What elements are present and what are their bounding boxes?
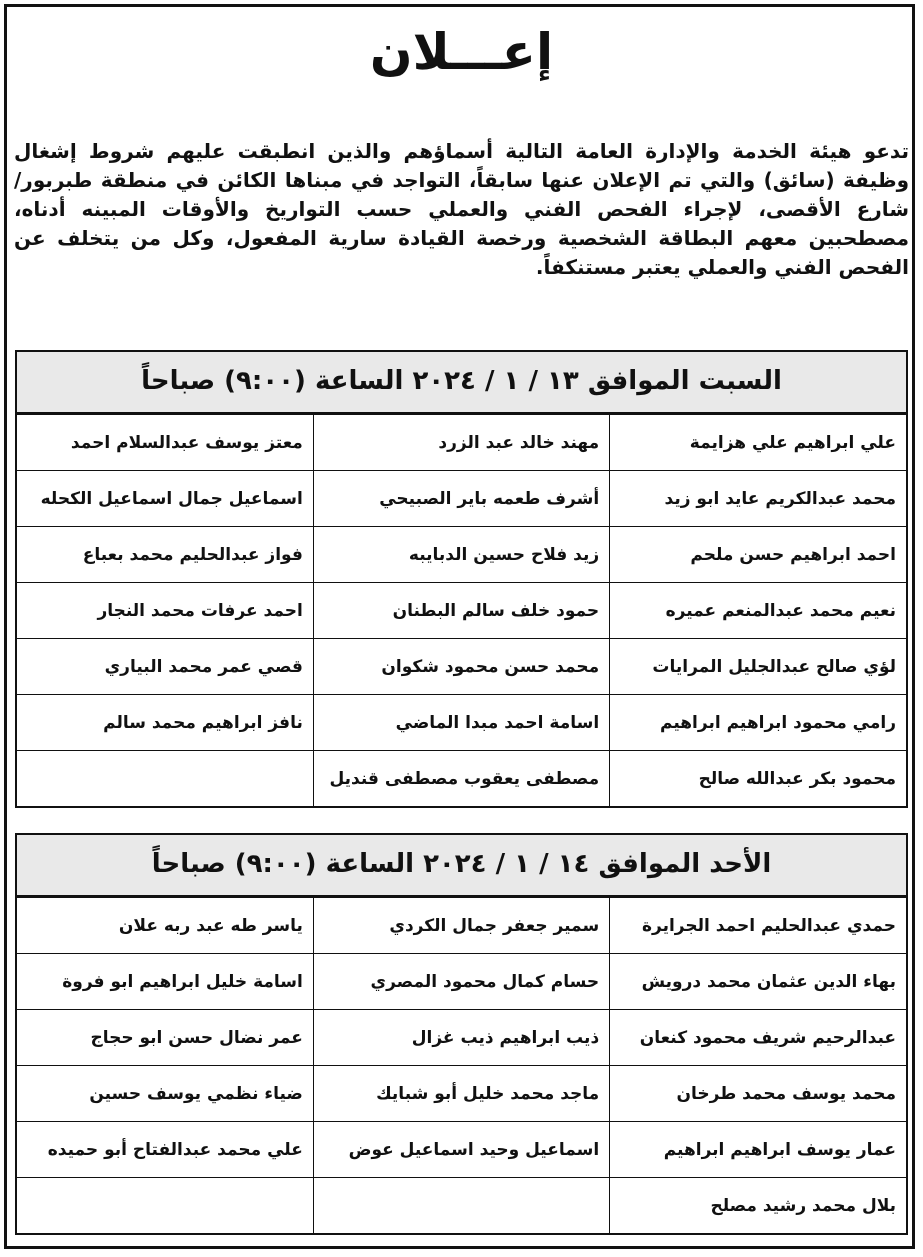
table-row (17, 751, 906, 807)
name-cell (17, 751, 313, 807)
name-cell: اسامة خليل ابراهيم ابو فروة (17, 954, 313, 1010)
table-row (17, 1010, 906, 1066)
name-cell: عمر نضال حسن ابو حجاج (17, 1010, 313, 1066)
table-row (17, 954, 906, 1010)
name-cell: مصطفى يعقوب مصطفى قنديل (313, 751, 609, 807)
name-cell: عبدالرحيم شريف محمود كنعان (610, 1010, 906, 1066)
name-cell: ياسر طه عبد ربه علان (17, 898, 313, 954)
announcement-intro: تدعو هيئة الخدمة والإدارة العامة التالية أسماؤهم والذين انطبقت عليهم شروط إشغال وظيفة (سائق) والتي تم الإعلان عنها سابقاً، التواجد في مبناها الكائن في منطقة طبربور/ شارع الأقصى، لإجراء الفحص الفني والعملي حسب التواريخ والأوقات المبينه أدناه، مصطحبين معهم البطاقة الشخصية ورخصة القيادة سارية المفعول، وكل من يتخلف عن الفحص الفني والعملي يعتبر مستنكفاً. (14, 139, 909, 279)
table-row (17, 527, 906, 583)
name-cell: حمود خلف سالم البطنان (313, 583, 609, 639)
saturday-section (15, 350, 908, 808)
name-cell: أشرف طعمه باير الصبيحي (313, 471, 609, 527)
table-row (17, 639, 906, 695)
name-cell: معتز يوسف عبدالسلام احمد (17, 415, 313, 471)
table-row (17, 898, 906, 954)
name-cell: محمد حسن محمود شكوان (313, 639, 609, 695)
sunday-names-table (17, 897, 906, 1233)
name-cell: محمود بكر عبدالله صالح (610, 751, 906, 807)
name-cell: حمدي عبدالحليم احمد الجرايرة (610, 898, 906, 954)
table-row (17, 695, 906, 751)
name-cell: نافز ابراهيم محمد سالم (17, 695, 313, 751)
name-cell (313, 1178, 609, 1234)
name-cell: فواز عبدالحليم محمد بعباع (17, 527, 313, 583)
name-cell: رامي محمود ابراهيم ابراهيم (610, 695, 906, 751)
announcement-title: إعـــلان (369, 23, 554, 81)
name-cell: لؤي صالح عبدالجليل المرايات (610, 639, 906, 695)
name-cell: ضياء نظمي يوسف حسين (17, 1066, 313, 1122)
table-row (17, 1178, 906, 1234)
name-cell: قصي عمر محمد البياري (17, 639, 313, 695)
name-cell: احمد ابراهيم حسن ملحم (610, 527, 906, 583)
table-row (17, 471, 906, 527)
name-cell: اسماعيل جمال اسماعيل الكحله (17, 471, 313, 527)
name-cell: حسام كمال محمود المصري (313, 954, 609, 1010)
table-row (17, 1122, 906, 1178)
table-row (17, 1066, 906, 1122)
sunday-section (15, 833, 908, 1235)
table-row (17, 583, 906, 639)
name-cell: اسامة احمد مبدا الماضي (313, 695, 609, 751)
name-cell: ذيب ابراهيم ذيب غزال (313, 1010, 609, 1066)
saturday-heading: السبت الموافق ١٣ / ١ / ٢٠٢٤ الساعة (٩:٠٠) صباحاً (17, 352, 906, 414)
name-cell: محمد يوسف محمد طرخان (610, 1066, 906, 1122)
table-row (17, 415, 906, 471)
name-cell: سمير جعفر جمال الكردي (313, 898, 609, 954)
name-cell (17, 1178, 313, 1234)
name-cell: بهاء الدين عثمان محمد درويش (610, 954, 906, 1010)
name-cell: عمار يوسف ابراهيم ابراهيم (610, 1122, 906, 1178)
name-cell: علي ابراهيم علي هزايمة (610, 415, 906, 471)
name-cell: علي محمد عبدالفتاح أبو حميده (17, 1122, 313, 1178)
name-cell: مهند خالد عبد الزرد (313, 415, 609, 471)
name-cell: محمد عبدالكريم عايد ابو زيد (610, 471, 906, 527)
name-cell: اسماعيل وحيد اسماعيل عوض (313, 1122, 609, 1178)
sunday-heading: الأحد الموافق ١٤ / ١ / ٢٠٢٤ الساعة (٩:٠٠) صباحاً (17, 835, 906, 897)
name-cell: بلال محمد رشيد مصلح (610, 1178, 906, 1234)
name-cell: احمد عرفات محمد النجار (17, 583, 313, 639)
saturday-names-table (17, 414, 906, 806)
name-cell: نعيم محمد عبدالمنعم عميره (610, 583, 906, 639)
name-cell: ماجد محمد خليل أبو شبايك (313, 1066, 609, 1122)
name-cell: زيد فلاح حسين الدبايبه (313, 527, 609, 583)
